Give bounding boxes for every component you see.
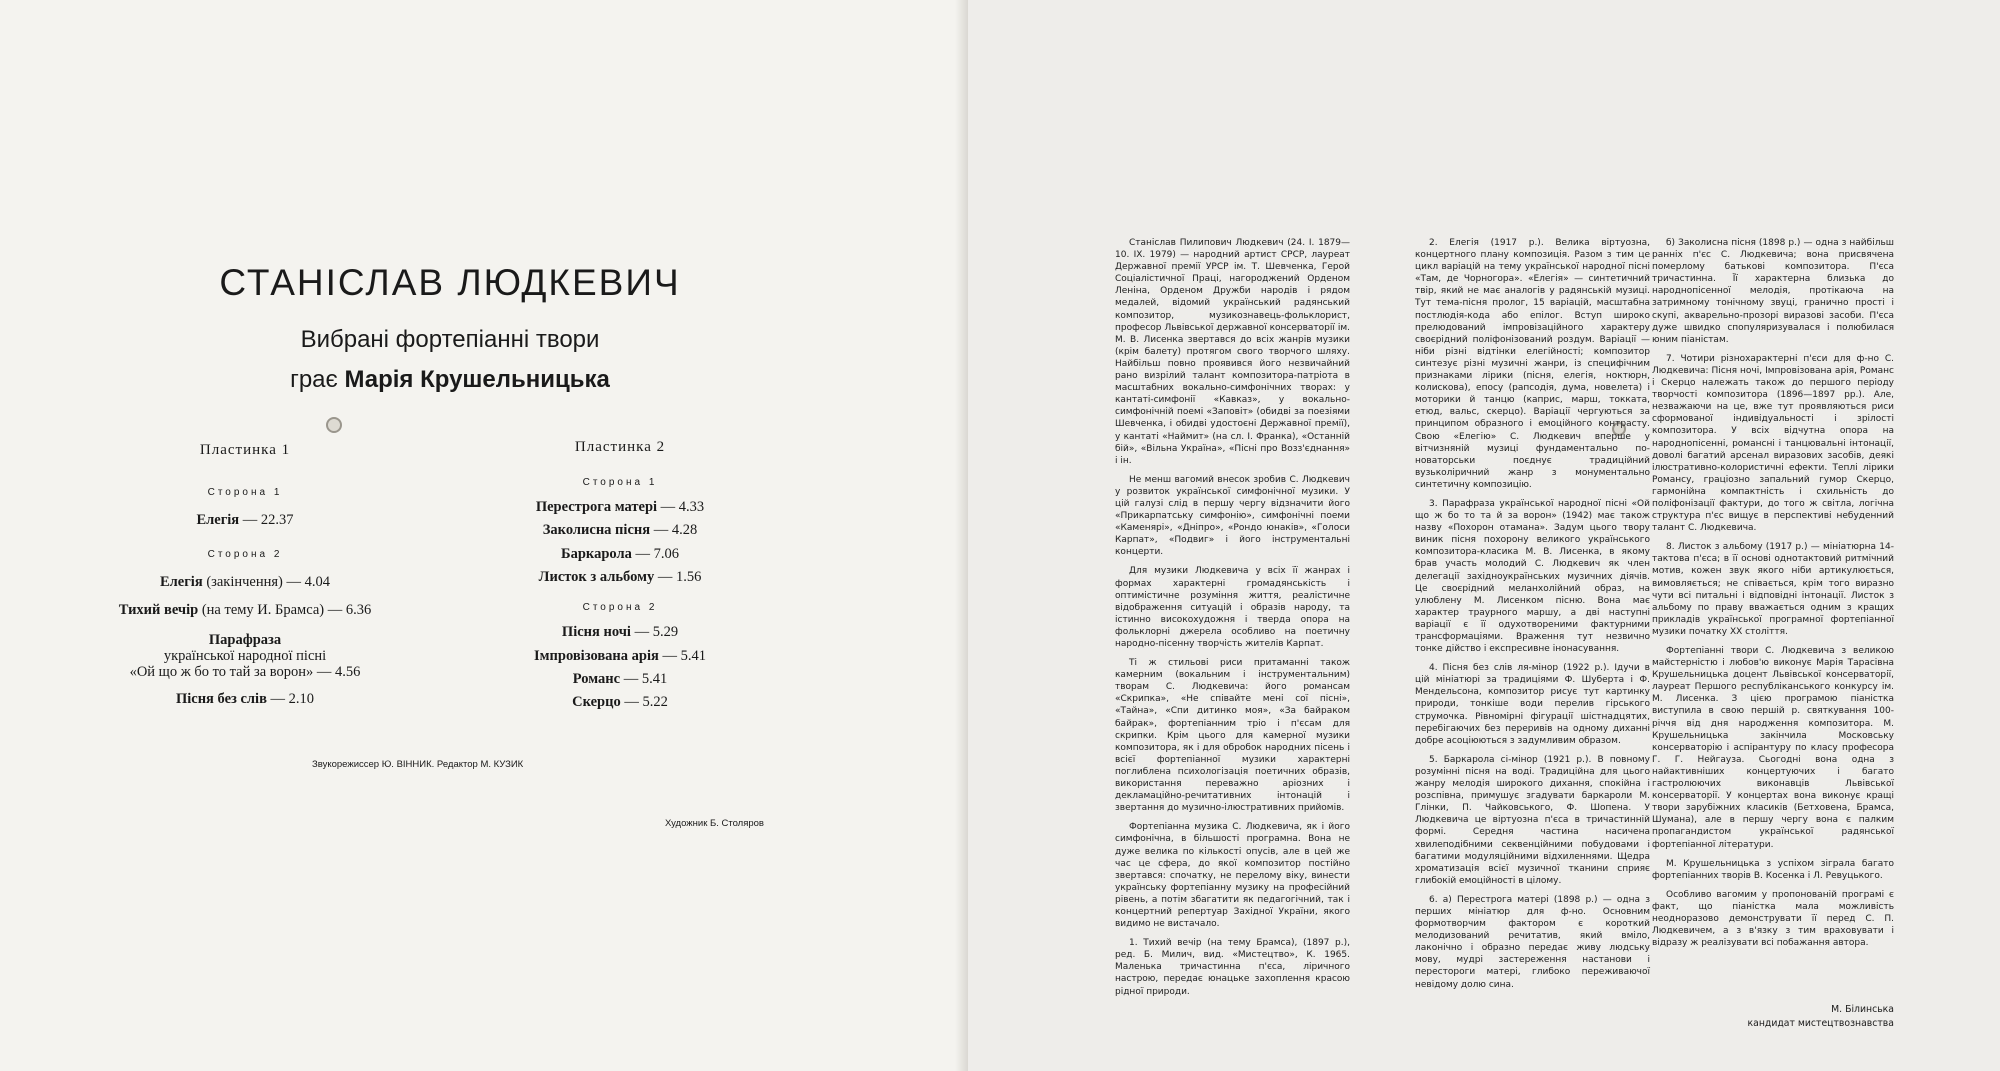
track-row: Пісня ночі — 5.29	[561, 624, 679, 640]
notes-paragraph: 6. а) Перестрога матері (1898 р.) — одна з перших мініатюр для ф-но. Основним формотворчим фактором є короткий мелодизований речитатив, який вміло, лаконічно і образно передає живу людську мову, мудрі застереження настанови і перестороги матері, глибоко переживаючої невідому долю сина.	[1415, 894, 1650, 990]
right-page	[968, 0, 2000, 1071]
notes-paragraph: Не менш вагомий внесок зробив С. Людкевич у розвиток української симфонічної музики. У цій галузі слід в першу чергу відзначити його «Прикарпатську симфонію», симфонічні поеми «Каменярі», «Дніпро», «Рондо юнаків», «Голоси Карпат», «Подвиг» і його інструментальні концерти.	[1115, 474, 1350, 558]
notes-paragraph: Ті ж стильові риси притаманні також камерним (вокальним і інструментальним) творам С. Людкевича: його романсам «Скрипка», «Не співайте мені сої пісні», «Тайна», «Спи дитинко моя», «За байраком байрак», фортепіанним тріо і п'єсам для скрипки. Крім цього для камерної музики композитора, як і для обробок народних пісень і всієї фортепіанної музики характерні поглиблена психологізація поетичних образів, використання переважно аріозних і декламаційно-речитативних інтонацій і звертання до музично-ілюстративних прийомів.	[1115, 658, 1350, 814]
notes-paragraph: Фортепіанні твори С. Людкевича з великою майстерністю і любов'ю виконує Марія Тарасівна Крушельницька доцент Львівської консерваторії, лауреат Першого республіканського конкурсу ім. М. Лисенка. З цією програмою піаністка виступила в свою першій р. святкування 100-річчя від дня народження композитора. М. Крушельницька закінчила Московську консерваторію і аспірантуру по класу професора Г. Г. Нейгауза. Сьогодні вона одна з найактивніших концертуючих і багато гастролюючих виконавців Львівської консерваторії. У концертах вона виконує кращі твори зарубіжних класиків (Бетховена, Брамса, Шумана), але в першу чергу вона є палким пропагандистом української радянської фортепіанної літератури.	[1652, 646, 1894, 850]
notes-paragraph: 1. Тихий вечір (на тему Брамса), (1897 р.), ред. Б. Милич, вид. «Мистецтво», К. 1965. Маленька тричастинна п'єса, ліричного настрою, передає юнацьке захоплення красою рідної природи.	[1115, 938, 1350, 997]
track-row: Скерцо — 5.22	[572, 694, 668, 710]
notes-paragraph: 7. Чотири різнохарактерні п'єси для ф-но С. Людкевича: Пісня ночі, Імпровізована арія, Романс і Скерцо належать також до першого періоду творчості композитора (1896—1897 рр.). Але, незважаючи на це, вже тут проявляються риси сформованої індивідуальності і зрілості композитора. У всіх відчутна опора на народнопісенні, романсні і танцювальні інтонації, доволі багатий арсенал виразових засобів, деякі ілюстративно-колористичні ефекти. Теплі лірики Романсу, граціозно запальний гумор Скерцо, гармонійна компактність і схильність до поліфонізації фактури, до того ж світла, логічна структура п'єс вищує в перспективі небуденний талант С. Людкевича.	[1652, 353, 1894, 534]
track-row: Елегія (закінчення) — 4.04	[159, 574, 331, 590]
track-row-paraphrase-title: Парафраза	[208, 632, 282, 648]
notes-column-2	[1415, 237, 1650, 998]
artist-credit: Художник Б. Столяров	[665, 818, 764, 829]
notes-column-3	[1652, 237, 1894, 956]
notes-column-1	[1115, 237, 1350, 1005]
notes-paragraph: Фортепіанна музика С. Людкевича, як і його симфонічна, в більшості програмна. Вона не дуже велика по кількості опусів, але в цей же час це сфера, до якої композитор постійно звертався: спочатку, не перелому віку, винести українську фортепіанну музику на професійний рівень, а потім збагатити як педагогічний, так і концертний репертуар Західної України, якого видимо не вистачало.	[1115, 822, 1350, 930]
left-page	[0, 0, 970, 1071]
notes-paragraph: 3. Парафраза української народної пісні «Ой що ж бо то та й за ворон» (1942) має також назву «Похорон отамана». Задум цього твору виник пісня похорону великого українського композитора-класика М. В. Лисенка, в якому брав участь молодий С. Людкевич як член делегації західноукраїнських музичних діячів. Це своєрідний меланхолійний образ, на улюблену М. Лисенком пісню. Вона має характер траурного маршу, а дві наступні варіації є її одухотвореними фактурними трансформаціями. Враження тут незвично тонке дійство і експресивне інонасування.	[1415, 498, 1650, 655]
record-2-side-1-label: Сторона 1	[582, 477, 658, 488]
notes-paragraph: Станіслав Пилипович Людкевич (24. І. 1879—10. ІХ. 1979) — народний артист СРСР, лауреат Державної премії УРСР ім. Т. Шевченка, Герой Соціалістичної Праці, нагороджений Орденом Леніна, Орденом Дружби народів і рядом медалей, відомий український радянський композитор, музикознавець-фольклорист, професор Львівської державної консерваторії ім. М. В. Лисенка звертався до всіх жанрів музики (крім балету) протягом свого творчого шляху. Найбільш повно проявився його незвичайний рано визрілий талант композитора-патріота в масштабних вокально-симфонічних творах: у кантаті-симфонії «Кавказ», у вокально-симфонічній поемі «Заповіт» (обидві за поезіями Шевченка, і обидві удостоєні Державної премії), у кантаті «Наймит» (на сл. І. Франка), «Останній бій», «Вільна Україна», «Пісні про Возз'єднання» і ін.	[1115, 238, 1350, 466]
notes-paragraph: Особливо вагомим у пропонованій програмі є факт, що піаністка мала можливість неодноразово демонструвати її перед С. П. Людкевичем, а з в'язку з тим враховувати і відразу ж реалізувати всі побажання автора.	[1652, 889, 1894, 949]
notes-paragraph: б) Заколисна пісня (1898 р.) — одна з найбільш ранніх п'єс С. Людкевича; вона присвячена померлому батькові композитора. П'єса тричастинна. Її характерна близька до народнопісенної мелодія, протікаюча на затримному тонічному звуці, гранично прості і скупі, акварельно-прозорі виразові засоби. П'єса дуже швидко спопуляризувалася і полюбилася юним піаністам.	[1652, 238, 1894, 345]
sound-engineer-credit: Звукорежиссер Ю. ВІННИК. Редактор М. КУЗИК	[312, 759, 524, 770]
album-subtitle: Вибрані фортепіанні твори	[300, 326, 600, 353]
notes-paragraph: Для музики Людкевича у всіх її жанрах і формах характерні громадянськість і оптимістичне розуміння життя, реалістичне відображення ситуацій і образів народу, та істинно високохудожня і тверда опора на фольклорні джерела особливо на поетичну народно-пісенну творчість жителів Карпат.	[1115, 566, 1350, 649]
track-row: Тихий вечір (на тему И. Брамса) — 6.36	[118, 602, 372, 618]
record-1-side-2-label: Сторона 2	[207, 549, 283, 560]
track-row: Заколисна пісня — 4.28	[542, 522, 698, 538]
track-row: Листок з альбому — 1.56	[538, 569, 702, 585]
track-row: Перестрога матері — 4.33	[535, 499, 705, 515]
record-1-title: Пластинка 1	[199, 442, 291, 458]
author-signature-title: кандидат мистецтвознавства	[1747, 1018, 1894, 1029]
notes-paragraph: М. Крушельницька з успіхом зіграла багато фортепіанних творів В. Косенка і Л. Ревуцького.	[1652, 858, 1894, 881]
track-row: Баркарола — 7.06	[561, 546, 679, 562]
track-row: Романс — 5.41	[572, 671, 668, 687]
notes-paragraph: 8. Листок з альбому (1917 р.) — мініатюрна 14-тактова п'єса; в її основі однотактовий ритмічний мотив, кожен звук якого ніби артикулюється, вимовляється; не співається, крім того виразно чути всі питальні і відповідні інтонації. Листок з альбому по праву вважається одним з кращих прикладів української програмної фортепіанної музики початку XX століття.	[1652, 542, 1894, 637]
track-row: Елегія — 22.37	[196, 512, 294, 528]
performer-line	[205, 366, 695, 394]
track-row: Пісня без слів — 2.10	[175, 691, 315, 707]
performer-prefix: грає	[290, 366, 338, 393]
punch-hole-mark	[326, 417, 342, 433]
track-row-paraphrase-duration: «Ой що ж бо то тай за ворон» — 4.56	[129, 664, 361, 680]
notes-paragraph: 4. Пісня без слів ля-мінор (1922 р.). Ідучи в цій мініатюрі за традиціями Ф. Шуберта і Ф. Мендельсона, композитор рисує тут картинку природи, тонкіше води перелив гірського струмочка. Рівномірні фігурації шістнадцятих, перебігаючих без переривів на одному диханні добре асоціюються з задумливим образом.	[1415, 663, 1650, 746]
record-2-side-2-label: Сторона 2	[582, 602, 658, 613]
notes-paragraph: 5. Баркарола сі-мінор (1921 р.). В повному розумінні пісня на воді. Традиційна для цього жанру мелодія широкого дихання, спокійна і розспівна, примушує згадувати баркароли М. Глінки, П. Чайковського, Ф. Шопена. У Людкевича це віртуозна п'єса в тричастинній формі. Середня частина насичена хвилеподібними секвенційними побудовами і багатими модуляційними відхиленнями. Щедра хроматизація всієї музичної тканини сприяє глибокій емоційності в цілому.	[1415, 754, 1650, 886]
notes-paragraph: 2. Елегія (1917 р.). Велика віртуозна, концертного плану композиція. Разом з тим це цикл варіацій на тему української народної пісні «Там, де Чорногора». «Елегія» — синтетичний твір, який не має аналогів у радянській музиці. Тут тема-пісня пролог, 15 варіацій, масштабна постлюдія-кода або епілог. Вступ широко прелюдований імпровізаційного характеру своєрідний поліфонізований роздум. Варіації — ніби різні відтінки елегійності; композитор синтезує різні музичні жанри, із специфічним признаками лірики (пісня, елегія, ноктюрн, колискова), епосу (рапсодія, дума, новелета) і моторики й танцю (каприс, марш, токката, етюд, вальс, скерцо). Варіації чергуються за принципом образного і емоційного контрасту. Свою «Елегію» С. Людкевич вперше у вітчизняній музиці фундаментально по-новаторськи поєднує традиційний вузьколіричний жанр з монументально синтетичну композицію.	[1415, 238, 1650, 490]
track-row-paraphrase-subtitle: української народної пісні	[163, 648, 327, 664]
track-row: Імпровізована арія — 5.41	[534, 648, 706, 664]
author-signature-name: М. Білинська	[1831, 1004, 1894, 1015]
composer-name: СТАНІСЛАВ ЛЮДКЕВИЧ	[219, 262, 681, 303]
record-1-side-1-label: Сторона 1	[207, 487, 283, 498]
record-2-title: Пластинка 2	[574, 439, 666, 455]
performer-name: Марія Крушельницька	[344, 366, 610, 393]
